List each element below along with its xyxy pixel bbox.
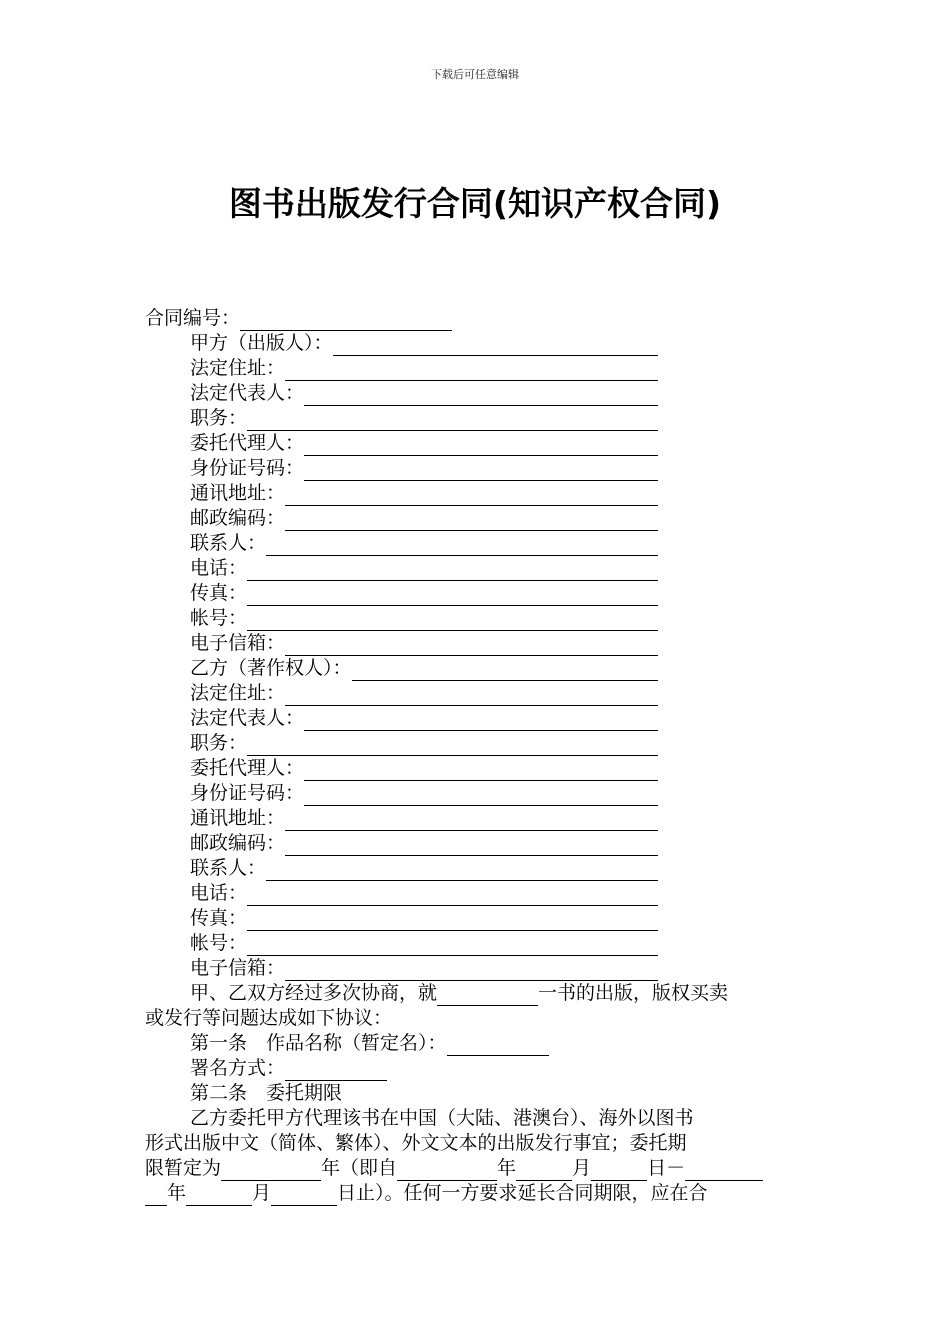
contract-number-label: 合同编号： (145, 307, 241, 329)
party-b-field-blank (304, 760, 658, 781)
party-a-field-blank (247, 410, 658, 431)
end-year-blank-part2 (145, 1186, 167, 1206)
party-b-field-row (145, 956, 810, 981)
article-2-line-4 (145, 1181, 810, 1206)
end-month-blank (186, 1186, 252, 1206)
signature-method-blank (285, 1061, 387, 1081)
party-b-field-row (145, 706, 810, 731)
party-a-field-row (145, 631, 810, 656)
party-b-field-label: 传真： (190, 907, 248, 929)
party-a-field-blank (285, 510, 658, 531)
party-a-field-label: 传真： (190, 582, 248, 604)
party-b-field-blank (266, 860, 658, 881)
party-b-field-label: 帐号： (190, 932, 248, 954)
party-a-field-row (145, 381, 810, 406)
party-b-row (145, 656, 810, 681)
contract-body (145, 306, 810, 1206)
article-2-line-1 (145, 1106, 810, 1131)
end-day-blank (271, 1186, 337, 1206)
article-2-text-3c: 年 (497, 1157, 517, 1179)
party-a-field-row (145, 356, 810, 381)
intro-line-1 (145, 981, 810, 1006)
article-2-line-3 (145, 1156, 810, 1181)
party-a-field-row (145, 406, 810, 431)
contract-number-row (145, 306, 810, 331)
party-b-field-label: 法定住址： (190, 682, 286, 704)
party-b-field-label: 电子信箱： (190, 957, 286, 979)
party-a-blank (333, 335, 658, 356)
article-2-text-2: 形式出版中文（简体、繁体）、外文文本的出版发行事宜；委托期 (145, 1132, 687, 1154)
party-b-field-blank (285, 960, 658, 981)
party-b-field-label: 联系人： (190, 857, 267, 879)
party-b-field-row (145, 906, 810, 931)
signature-method-row (145, 1056, 810, 1081)
party-b-field-blank (247, 910, 658, 931)
party-a-field-label: 法定代表人： (190, 382, 305, 404)
article-2-text-4a: 年 (167, 1182, 187, 1204)
party-b-field-label: 身份证号码： (190, 782, 305, 804)
party-a-field-label: 法定住址： (190, 357, 286, 379)
party-a-field-blank (285, 360, 658, 381)
party-b-field-row (145, 781, 810, 806)
party-a-field-label: 帐号： (190, 607, 248, 629)
article-2-text-3b: 年（即自 (321, 1157, 398, 1179)
article-1-heading-text: 第一条 作品名称（暂定名）： (190, 1032, 447, 1054)
term-years-blank (221, 1161, 321, 1181)
party-a-field-blank (285, 635, 658, 656)
contract-number-blank (240, 310, 452, 331)
party-a-field-blank (266, 535, 658, 556)
party-b-field-row (145, 931, 810, 956)
party-a-field-row (145, 531, 810, 556)
party-a-field-row (145, 606, 810, 631)
party-a-field-blank (247, 560, 658, 581)
article-2-text-3e: 日－ (647, 1157, 686, 1179)
intro-text-2: 一书的出版，版权买卖 (538, 982, 729, 1004)
party-a-label: 甲方（出版人）： (190, 332, 333, 354)
party-a-field-label: 邮政编码： (190, 507, 286, 529)
article-2-text-3d: 月 (572, 1157, 592, 1179)
work-title-blank (447, 1036, 549, 1056)
party-b-field-row (145, 856, 810, 881)
party-b-field-blank (285, 835, 658, 856)
party-a-field-row (145, 506, 810, 531)
party-a-field-row (145, 431, 810, 456)
article-2-heading-text: 第二条 委托期限 (190, 1082, 343, 1104)
party-b-field-label: 邮政编码： (190, 832, 286, 854)
party-a-field-blank (247, 585, 658, 606)
party-b-field-blank (285, 810, 658, 831)
intro-text-1: 甲、乙双方经过多次协商，就 (190, 982, 438, 1004)
party-a-field-label: 通讯地址： (190, 482, 286, 504)
start-day-blank (591, 1161, 647, 1181)
article-2-text-3a: 限暂定为 (145, 1157, 222, 1179)
header-note: 下载后可任意编辑 (431, 68, 519, 81)
party-b-fields (145, 681, 810, 981)
book-title-blank (437, 986, 538, 1006)
party-b-field-blank (285, 685, 658, 706)
party-b-field-row (145, 881, 810, 906)
party-a-field-row (145, 556, 810, 581)
end-year-blank-part1 (685, 1161, 763, 1181)
party-b-field-label: 电话： (190, 882, 248, 904)
party-b-field-label: 通讯地址： (190, 807, 286, 829)
party-a-field-label: 电子信箱： (190, 632, 286, 654)
article-2-text-4c: 日止）。任何一方要求延长合同期限，应在合 (337, 1182, 708, 1204)
party-b-field-label: 委托代理人： (190, 757, 305, 779)
party-b-field-label: 法定代表人： (190, 707, 305, 729)
party-a-row (145, 331, 810, 356)
intro-text-3: 或发行等问题达成如下协议： (145, 1007, 393, 1029)
party-b-field-blank (304, 710, 658, 731)
party-a-fields (145, 356, 810, 656)
party-b-field-blank (247, 735, 658, 756)
article-2-text-4b: 月 (252, 1182, 272, 1204)
party-a-field-row (145, 481, 810, 506)
party-b-field-row (145, 756, 810, 781)
signature-method-label: 署名方式： (190, 1057, 286, 1079)
party-a-field-blank (285, 485, 658, 506)
start-year-blank (397, 1161, 497, 1181)
party-a-field-blank (304, 460, 658, 481)
party-a-field-row (145, 456, 810, 481)
party-a-field-blank (304, 435, 658, 456)
party-b-label: 乙方（著作权人）： (190, 657, 352, 679)
party-b-field-row (145, 681, 810, 706)
party-a-field-label: 委托代理人： (190, 432, 305, 454)
article-2-heading (145, 1081, 810, 1106)
party-a-field-label: 电话： (190, 557, 248, 579)
party-b-field-label: 职务： (190, 732, 248, 754)
party-a-field-label: 职务： (190, 407, 248, 429)
article-1-heading (145, 1031, 810, 1056)
party-b-field-blank (247, 935, 658, 956)
party-b-field-row (145, 806, 810, 831)
article-2-line-2 (145, 1131, 810, 1156)
party-b-field-row (145, 731, 810, 756)
party-b-field-blank (304, 785, 658, 806)
party-b-blank (352, 660, 658, 681)
intro-line-2 (145, 1006, 810, 1031)
party-a-field-label: 身份证号码： (190, 457, 305, 479)
document-title: 图书出版发行合同(知识产权合同) (228, 184, 722, 223)
party-a-field-row (145, 581, 810, 606)
article-2-text-1: 乙方委托甲方代理该书在中国（大陆、港澳台）、海外以图书 (190, 1107, 694, 1129)
party-a-field-blank (304, 385, 658, 406)
party-a-field-label: 联系人： (190, 532, 267, 554)
party-a-field-blank (247, 610, 658, 631)
start-month-blank (516, 1161, 572, 1181)
party-b-field-blank (247, 885, 658, 906)
party-b-field-row (145, 831, 810, 856)
